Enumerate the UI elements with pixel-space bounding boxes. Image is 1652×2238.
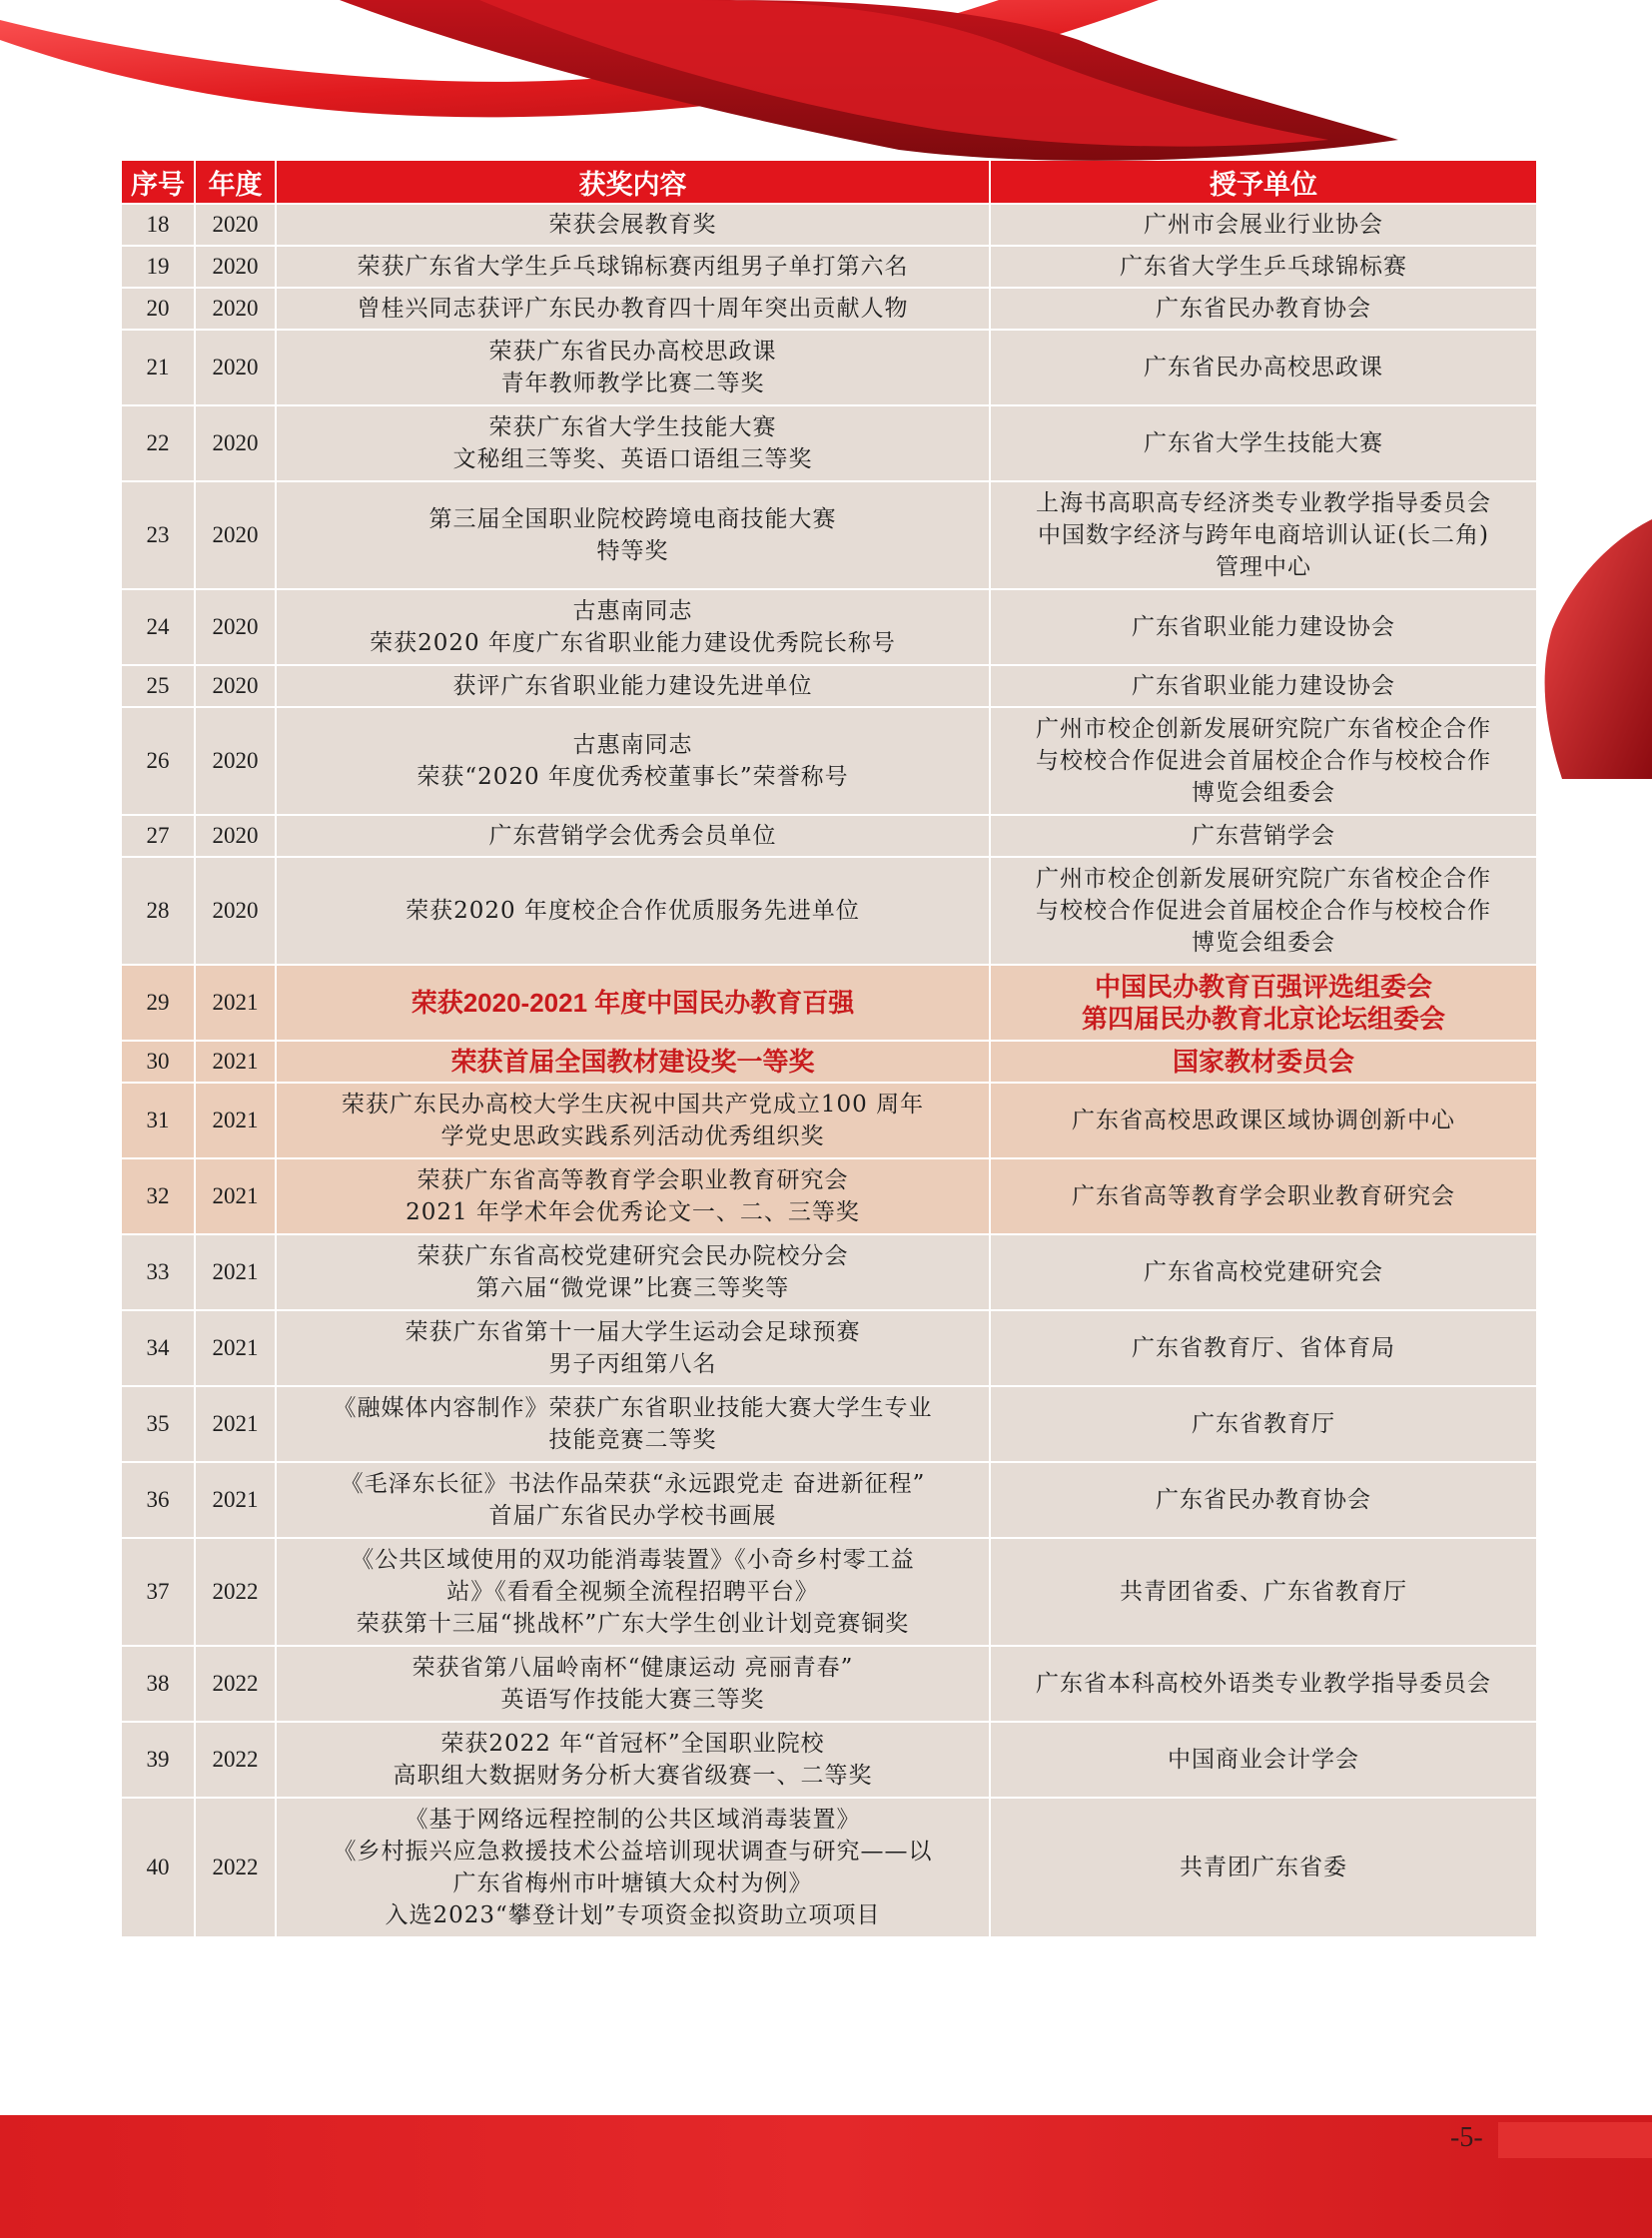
table-row <box>121 1041 1537 1083</box>
row-award-content: 《公共区域使用的双功能消毒装置》《小奇乡村零工益 站》《看看全视频全流程招聘平台》 荣获第十三届“挑战杯”广东大学生创业计划竞赛铜奖 <box>276 1538 990 1646</box>
table-header-row <box>121 161 1537 204</box>
row-number: 27 <box>121 815 195 857</box>
row-award-content: 荣获广东省大学生技能大赛 文秘组三等奖、英语口语组三等奖 <box>276 405 990 481</box>
header-number: 序号 <box>121 161 195 204</box>
page-number: -5- <box>1450 2122 1483 2153</box>
row-number: 33 <box>121 1234 195 1310</box>
row-number: 31 <box>121 1083 195 1158</box>
row-year: 2022 <box>195 1722 276 1798</box>
row-granting-organization: 共青团省委、广东省教育厅 <box>990 1538 1537 1646</box>
row-number: 34 <box>121 1310 195 1386</box>
row-year: 2021 <box>195 1310 276 1386</box>
footer-band <box>0 2115 1652 2238</box>
row-year: 2022 <box>195 1646 276 1722</box>
row-award-content: 荣获2020-2021 年度中国民办教育百强 <box>276 965 990 1041</box>
red-ribbon-side-decoration <box>1532 519 1652 779</box>
row-granting-organization: 上海书高职高专经济类专业教学指导委员会 中国数字经济与跨年电商培训认证(长二角) 管理中心 <box>990 481 1537 589</box>
row-award-content: 《毛泽东长征》书法作品荣获“永远跟党走 奋进新征程” 首届广东省民办学校书画展 <box>276 1462 990 1538</box>
row-number: 25 <box>121 665 195 707</box>
row-granting-organization: 广东省大学生乒乓球锦标赛 <box>990 246 1537 288</box>
row-award-content: 古惠南同志 荣获2020 年度广东省职业能力建设优秀院长称号 <box>276 589 990 665</box>
row-award-content: 第三届全国职业院校跨境电商技能大赛 特等奖 <box>276 481 990 589</box>
row-number: 36 <box>121 1462 195 1538</box>
table-row <box>121 1462 1537 1538</box>
row-award-content: 荣获广东省高等教育学会职业教育研究会 2021 年学术年会优秀论文一、二、三等奖 <box>276 1158 990 1234</box>
row-year: 2020 <box>195 481 276 589</box>
row-year: 2020 <box>195 246 276 288</box>
awards-table <box>120 161 1538 1938</box>
row-year: 2020 <box>195 815 276 857</box>
row-award-content: 荣获广东民办高校大学生庆祝中国共产党成立100 周年 学党史思政实践系列活动优秀组织奖 <box>276 1083 990 1158</box>
row-year: 2020 <box>195 204 276 246</box>
table-row <box>121 1646 1537 1722</box>
row-number: 39 <box>121 1722 195 1798</box>
row-award-content: 荣获首届全国教材建设奖一等奖 <box>276 1041 990 1083</box>
row-award-content: 荣获会展教育奖 <box>276 204 990 246</box>
row-award-content: 曾桂兴同志获评广东民办教育四十周年突出贡献人物 <box>276 288 990 330</box>
row-granting-organization: 广东省教育厅、省体育局 <box>990 1310 1537 1386</box>
row-year: 2020 <box>195 288 276 330</box>
row-number: 24 <box>121 589 195 665</box>
row-granting-organization: 广东省本科高校外语类专业教学指导委员会 <box>990 1646 1537 1722</box>
table-row <box>121 1310 1537 1386</box>
table-row <box>121 857 1537 965</box>
table-row <box>121 246 1537 288</box>
row-year: 2022 <box>195 1538 276 1646</box>
row-award-content: 《融媒体内容制作》荣获广东省职业技能大赛大学生专业 技能竞赛二等奖 <box>276 1386 990 1462</box>
row-granting-organization: 广州市校企创新发展研究院广东省校企合作 与校校合作促进会首届校企合作与校校合作 博览会组委会 <box>990 857 1537 965</box>
row-award-content: 广东营销学会优秀会员单位 <box>276 815 990 857</box>
row-number: 32 <box>121 1158 195 1234</box>
row-number: 18 <box>121 204 195 246</box>
row-granting-organization: 广东省高等教育学会职业教育研究会 <box>990 1158 1537 1234</box>
row-number: 37 <box>121 1538 195 1646</box>
table-row <box>121 1798 1537 1937</box>
header-granting-organization: 授予单位 <box>990 161 1537 204</box>
table-row <box>121 1538 1537 1646</box>
row-number: 19 <box>121 246 195 288</box>
red-ribbon-decoration <box>0 0 1652 170</box>
row-number: 30 <box>121 1041 195 1083</box>
row-award-content: 荣获广东省第十一届大学生运动会足球预赛 男子丙组第八名 <box>276 1310 990 1386</box>
table-row <box>121 707 1537 815</box>
row-granting-organization: 广州市会展业行业协会 <box>990 204 1537 246</box>
row-award-content: 《基于网络远程控制的公共区域消毒装置》 《乡村振兴应急救援技术公益培训现状调查与研究——以 广东省梅州市叶塘镇大众村为例》 入选2023“攀登计划”专项资金拟资助立项项目 <box>276 1798 990 1937</box>
row-year: 2020 <box>195 665 276 707</box>
table-row <box>121 815 1537 857</box>
table-row <box>121 330 1537 405</box>
table-row <box>121 1386 1537 1462</box>
table-row <box>121 1722 1537 1798</box>
row-number: 40 <box>121 1798 195 1937</box>
row-award-content: 荣获2020 年度校企合作优质服务先进单位 <box>276 857 990 965</box>
row-year: 2022 <box>195 1798 276 1937</box>
table-row <box>121 288 1537 330</box>
row-year: 2021 <box>195 1158 276 1234</box>
row-granting-organization: 广东省民办教育协会 <box>990 288 1537 330</box>
row-granting-organization: 广东省职业能力建设协会 <box>990 589 1537 665</box>
row-award-content: 荣获省第八届岭南杯“健康运动 亮丽青春” 英语写作技能大赛三等奖 <box>276 1646 990 1722</box>
row-granting-organization: 国家教材委员会 <box>990 1041 1537 1083</box>
table-row <box>121 1234 1537 1310</box>
row-year: 2021 <box>195 965 276 1041</box>
row-award-content: 获评广东省职业能力建设先进单位 <box>276 665 990 707</box>
row-granting-organization: 广州市校企创新发展研究院广东省校企合作 与校校合作促进会首届校企合作与校校合作 博览会组委会 <box>990 707 1537 815</box>
row-year: 2021 <box>195 1041 276 1083</box>
row-granting-organization: 广东营销学会 <box>990 815 1537 857</box>
row-granting-organization: 广东省民办高校思政课 <box>990 330 1537 405</box>
row-granting-organization: 广东省教育厅 <box>990 1386 1537 1462</box>
row-award-content: 荣获广东省大学生乒乓球锦标赛丙组男子单打第六名 <box>276 246 990 288</box>
table-row <box>121 481 1537 589</box>
row-granting-organization: 共青团广东省委 <box>990 1798 1537 1937</box>
row-number: 28 <box>121 857 195 965</box>
row-year: 2020 <box>195 857 276 965</box>
row-granting-organization: 广东省大学生技能大赛 <box>990 405 1537 481</box>
row-number: 22 <box>121 405 195 481</box>
table-row <box>121 1158 1537 1234</box>
row-award-content: 荣获2022 年“首冠杯”全国职业院校 高职组大数据财务分析大赛省级赛一、二等奖 <box>276 1722 990 1798</box>
footer-tab-decoration <box>1498 2122 1652 2158</box>
table-row <box>121 405 1537 481</box>
row-granting-organization: 广东省高校思政课区域协调创新中心 <box>990 1083 1537 1158</box>
row-year: 2021 <box>195 1462 276 1538</box>
row-year: 2020 <box>195 330 276 405</box>
row-granting-organization: 广东省高校党建研究会 <box>990 1234 1537 1310</box>
row-number: 35 <box>121 1386 195 1462</box>
row-year: 2021 <box>195 1386 276 1462</box>
row-year: 2020 <box>195 707 276 815</box>
row-year: 2020 <box>195 589 276 665</box>
row-award-content: 荣获广东省高校党建研究会民办院校分会 第六届“微党课”比赛三等奖等 <box>276 1234 990 1310</box>
table-row <box>121 204 1537 246</box>
header-award-content: 获奖内容 <box>276 161 990 204</box>
row-granting-organization: 广东省民办教育协会 <box>990 1462 1537 1538</box>
row-year: 2021 <box>195 1234 276 1310</box>
row-granting-organization: 中国民办教育百强评选组委会 第四届民办教育北京论坛组委会 <box>990 965 1537 1041</box>
table-row <box>121 1083 1537 1158</box>
row-number: 38 <box>121 1646 195 1722</box>
row-award-content: 荣获广东省民办高校思政课 青年教师教学比赛二等奖 <box>276 330 990 405</box>
header-year: 年度 <box>195 161 276 204</box>
row-award-content: 古惠南同志 荣获“2020 年度优秀校董事长”荣誉称号 <box>276 707 990 815</box>
row-granting-organization: 广东省职业能力建设协会 <box>990 665 1537 707</box>
row-year: 2021 <box>195 1083 276 1158</box>
row-granting-organization: 中国商业会计学会 <box>990 1722 1537 1798</box>
row-number: 21 <box>121 330 195 405</box>
table-row <box>121 589 1537 665</box>
table-row <box>121 965 1537 1041</box>
row-number: 20 <box>121 288 195 330</box>
row-year: 2020 <box>195 405 276 481</box>
row-number: 29 <box>121 965 195 1041</box>
row-number: 23 <box>121 481 195 589</box>
table-row <box>121 665 1537 707</box>
row-number: 26 <box>121 707 195 815</box>
